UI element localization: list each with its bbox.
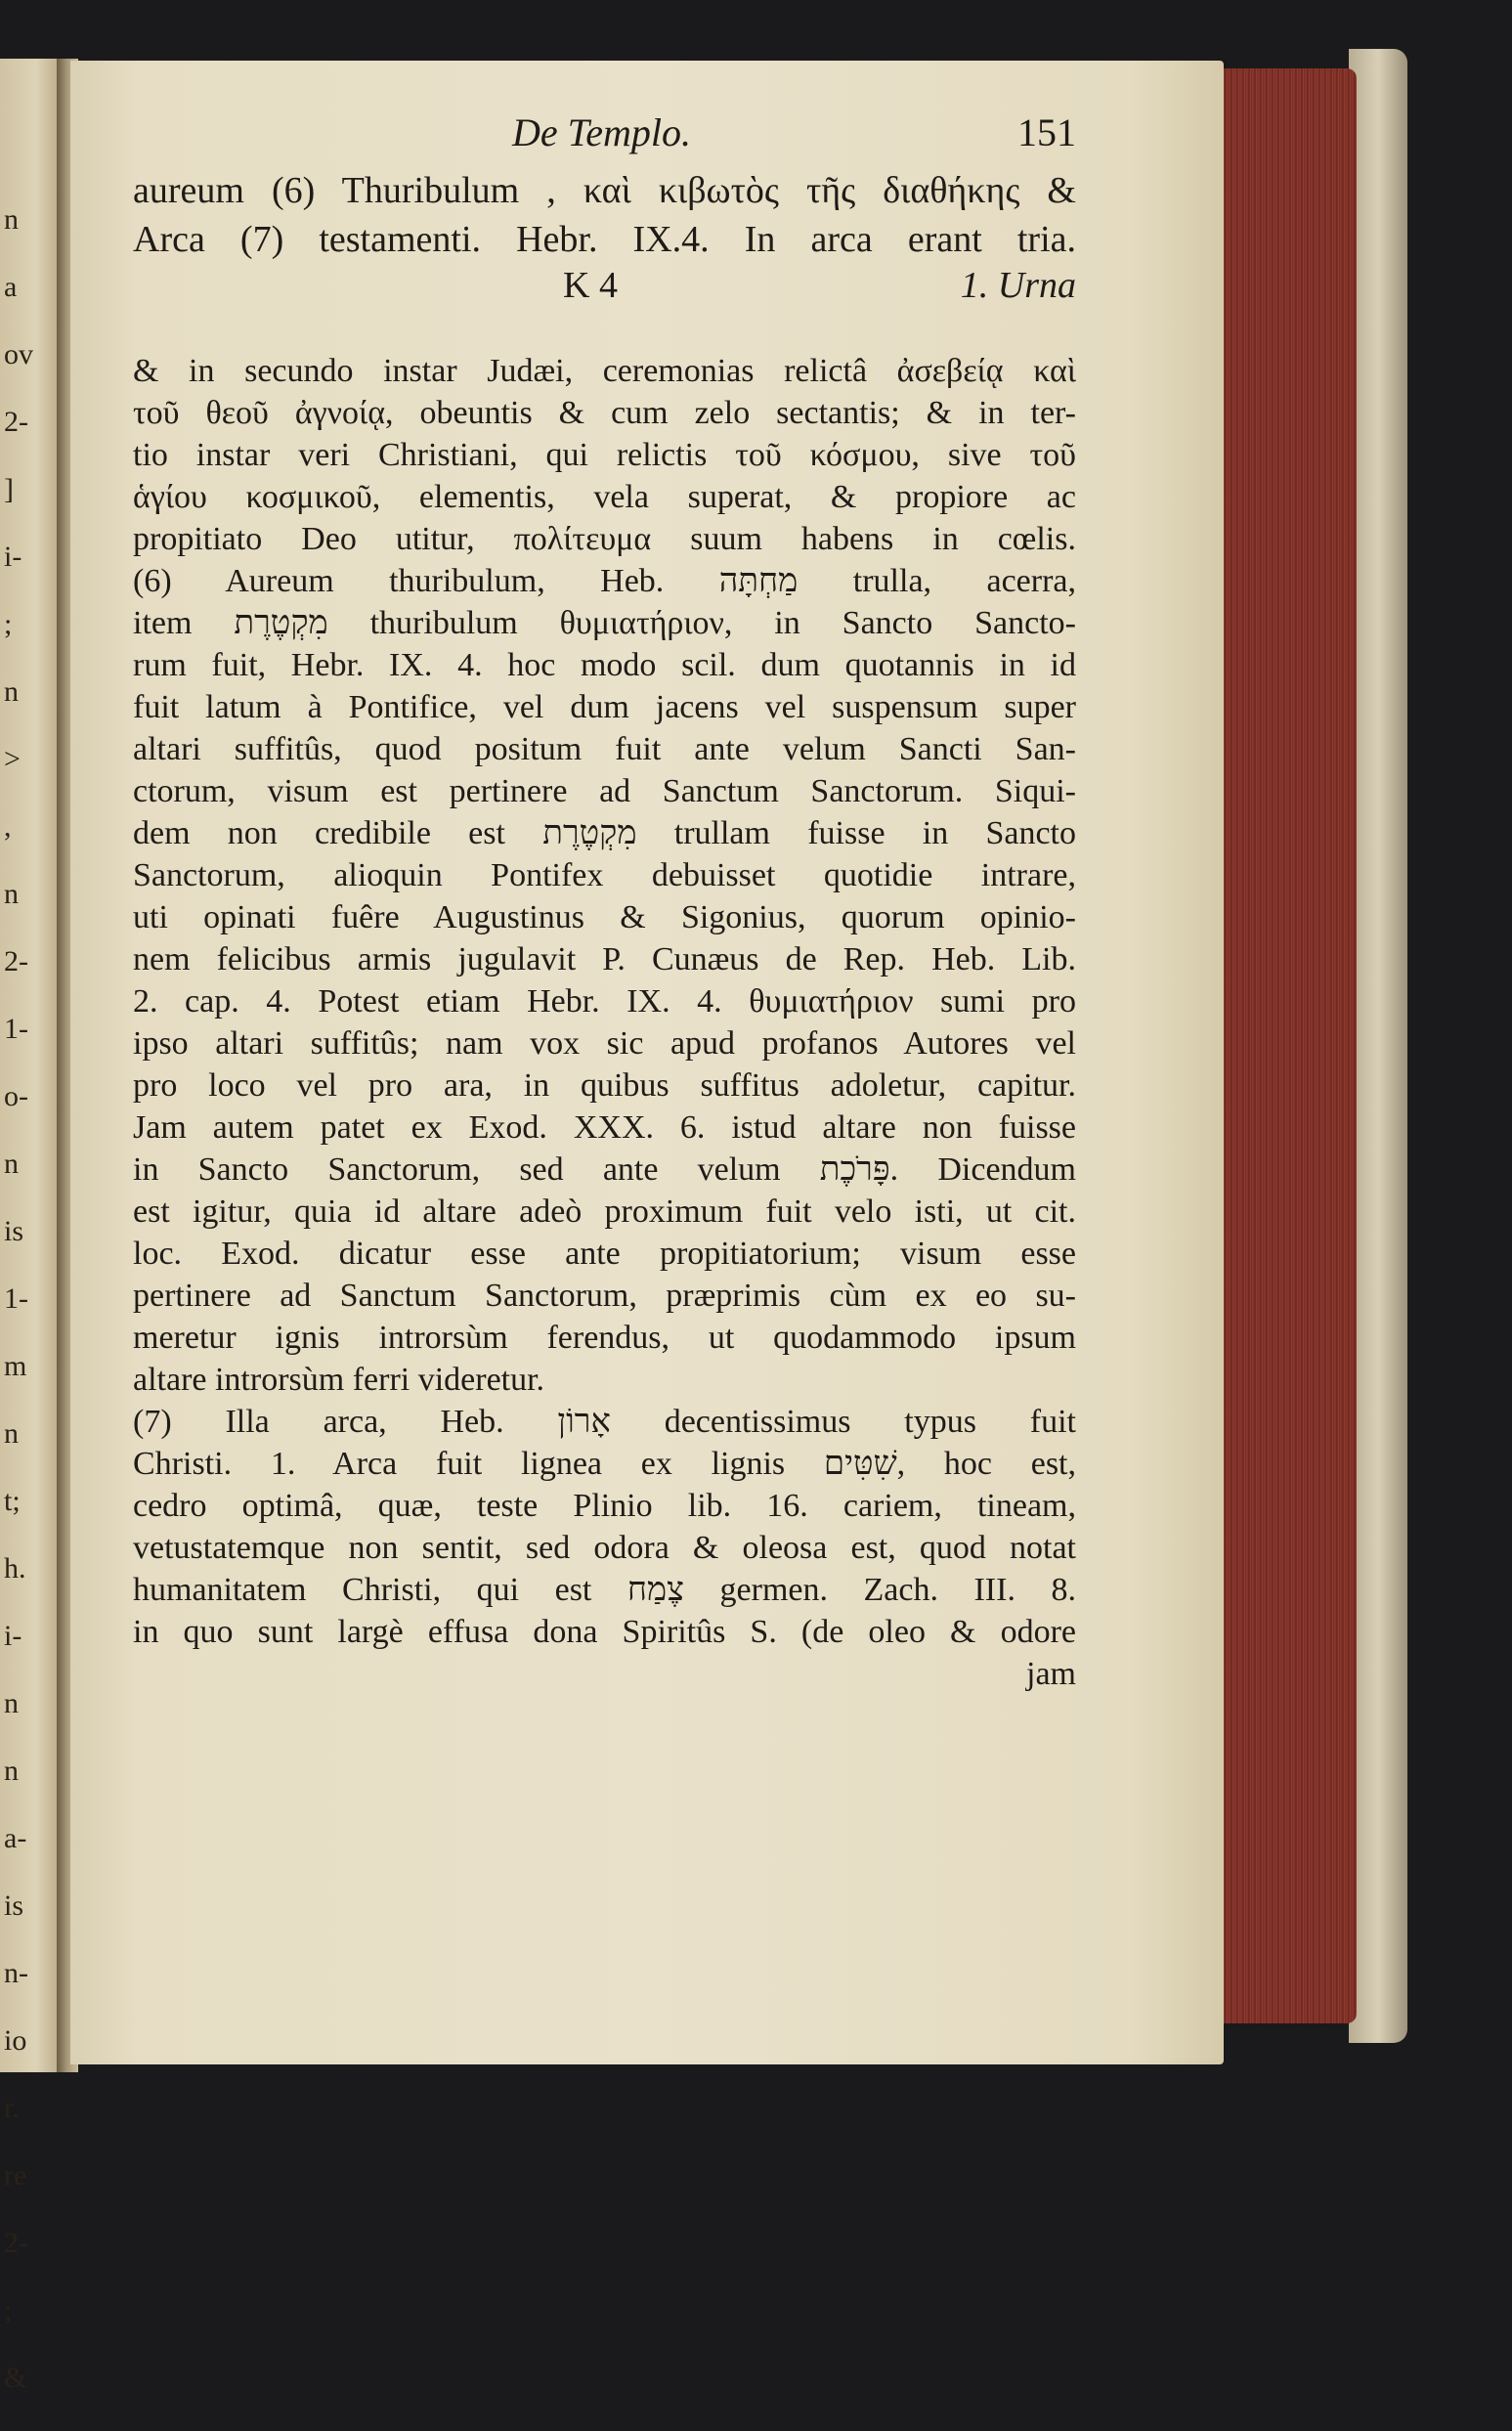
margin-char: r. xyxy=(4,2092,20,2124)
page-fore-edge xyxy=(1210,68,1357,2023)
text-line: ctorum, visum est pertinere ad Sanctum Sanctorum. Siqui- xyxy=(133,773,1076,809)
text-line: tio instar veri Christiani, qui relictis τοῦ κόσμου, sive τοῦ xyxy=(133,437,1076,473)
text-line: Christi. 1. Arca fuit lignea ex lignis שִׁטִּים, hoc est, xyxy=(133,1446,1076,1482)
text-line: τοῦ θεοῦ ἀγνοίᾳ, obeuntis & cum zelo sectantis; & in ter- xyxy=(133,395,1076,431)
margin-char: n- xyxy=(4,1957,28,1989)
text-line: loc. Exod. dicatur esse ante propitiatorium; visum esse xyxy=(133,1236,1076,1272)
book-cover-edge xyxy=(1349,49,1407,2043)
margin-char: m xyxy=(4,1350,27,1382)
margin-char: n xyxy=(4,1417,19,1450)
margin-char: n xyxy=(4,675,19,708)
margin-char: 2- xyxy=(4,406,28,438)
text-line: pro loco vel pro ara, in quibus suffitus adoletur, capitur. xyxy=(133,1067,1076,1104)
text-line: 2. cap. 4. Potest etiam Hebr. IX. 4. θυμιατήριον sumi pro xyxy=(133,983,1076,1020)
page-text-block xyxy=(133,109,1076,1695)
text-line: aureum (6) Thuribulum , καὶ κιβωτὸς τῆς διαθήκης & xyxy=(133,170,1076,211)
margin-char: , xyxy=(4,810,12,843)
text-line: item מִקְטֶרֶת thuribulum θυμιατήριον, in Sancto Sancto- xyxy=(133,605,1076,641)
text-line: nem felicibus armis jugulavit P. Cunæus de Rep. Heb. Lib. xyxy=(133,941,1076,977)
text-line: Sanctorum, alioquin Pontifex debuisset quotidie intrare, xyxy=(133,857,1076,893)
body-text xyxy=(133,350,1076,1653)
left-page-edge xyxy=(0,59,61,2394)
page-number: 151 xyxy=(1017,110,1076,154)
margin-char: t; xyxy=(4,1485,21,1517)
text-line: ἁγίου κοσμικοῦ, elementis, vela superat, & propiore ac xyxy=(133,479,1076,515)
text-line: Arca (7) testamenti. Hebr. IX.4. In arca erant tria. xyxy=(133,219,1076,260)
margin-char: o- xyxy=(4,1080,28,1112)
margin-char: i- xyxy=(4,1620,22,1652)
margin-char: is xyxy=(4,1215,24,1247)
text-line: cedro optimâ, quæ, teste Plinio lib. 16. cariem, tineam, xyxy=(133,1488,1076,1524)
upper-text xyxy=(133,166,1076,264)
margin-char: a- xyxy=(4,1822,27,1854)
margin-char: n xyxy=(4,1687,19,1719)
text-line: meretur ignis introrsùm ferendus, ut quodammodo ipsum xyxy=(133,1320,1076,1356)
text-line: ipso altari suffitûs; nam vox sic apud profanos Autores vel xyxy=(133,1025,1076,1062)
text-line: in quo sunt largè effusa dona Spiritûs S. (de oleo & odore xyxy=(133,1614,1076,1650)
margin-char: n xyxy=(4,1148,19,1180)
margin-char: is xyxy=(4,1889,24,1922)
margin-char: ov xyxy=(4,338,33,370)
margin-char: re xyxy=(4,2159,27,2192)
text-line: Jam autem patet ex Exod. XXX. 6. istud altare non fuisse xyxy=(133,1109,1076,1146)
signature-line xyxy=(133,264,1076,317)
margin-char: ; xyxy=(4,608,13,640)
text-line: (7) Illa arca, Heb. אָרוֹן decentissimus typus fuit xyxy=(133,1404,1076,1440)
text-line: in Sancto Sanctorum, sed ante velum פָּרֹכֶת. Dicendum xyxy=(133,1151,1076,1188)
text-line: propitiato Deo utitur, πολίτευμα suum habens in cœlis. xyxy=(133,521,1076,557)
text-line: dem non credibile est מִקְטֶרֶת trullam fuisse in Sancto xyxy=(133,815,1076,851)
text-line: uti opinati fuêre Augustinus & Sigonius, quorum opinio- xyxy=(133,899,1076,935)
margin-char: 1- xyxy=(4,1282,28,1315)
margin-char: n xyxy=(4,203,19,236)
running-head-title: De Templo. xyxy=(512,110,691,154)
text-line: pertinere ad Sanctum Sanctorum, præprimis cùm ex eo su- xyxy=(133,1278,1076,1314)
signature-mark: K 4 xyxy=(563,265,618,306)
text-line: altare introrsùm ferri videretur. xyxy=(133,1362,545,1398)
margin-char: i- xyxy=(4,541,22,573)
margin-char: & xyxy=(4,2362,27,2394)
running-head xyxy=(133,109,1076,166)
margin-char: io xyxy=(4,2024,27,2057)
text-line: & in secundo instar Judæi, ceremonias relictâ ἀσεβείᾳ καὶ xyxy=(133,353,1076,389)
text-line: altari suffitûs, quod positum fuit ante velum Sancti San- xyxy=(133,731,1076,767)
catchword-upper: 1. Urna xyxy=(960,265,1076,306)
margin-char: ; xyxy=(4,2294,13,2326)
margin-char: a xyxy=(4,271,18,303)
catchword-final: jam xyxy=(1026,1656,1076,1692)
margin-char: n xyxy=(4,878,19,910)
text-line: (6) Aureum thuribulum, Heb. מַחְתָּה trulla, acerra, xyxy=(133,563,1076,599)
text-line: vetustatemque non sentit, sed odora & oleosa est, quod notat xyxy=(133,1530,1076,1566)
margin-char: 2- xyxy=(4,2227,28,2259)
margin-char: n xyxy=(4,1755,19,1787)
margin-char: 2- xyxy=(4,945,28,977)
left-page-margin-text xyxy=(4,205,43,2431)
margin-char: 1- xyxy=(4,1013,28,1045)
margin-char: h. xyxy=(4,1552,26,1584)
text-line: est igitur, quia id altare adeò proximum fuit velo isti, ut cit. xyxy=(133,1194,1076,1230)
text-line: rum fuit, Hebr. IX. 4. hoc modo scil. dum quotannis in id xyxy=(133,647,1076,683)
margin-char: ] xyxy=(4,473,14,505)
text-line: fuit latum à Pontifice, vel dum jacens vel suspensum super xyxy=(133,689,1076,725)
text-line: humanitatem Christi, qui est צֶמַח germen. Zach. III. 8. xyxy=(133,1572,1076,1608)
margin-char: > xyxy=(4,743,21,775)
